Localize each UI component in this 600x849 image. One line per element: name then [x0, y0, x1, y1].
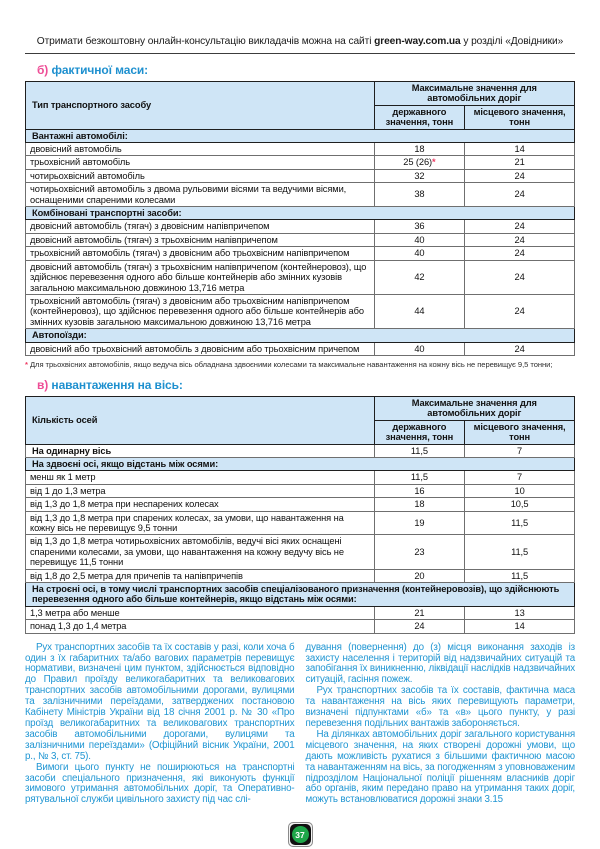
state-value-cell: 40	[374, 233, 465, 246]
body-paragraph: Вимоги цього пункту не поширюються на транспортні засоби спеціального призначення, які виконують функції зимового утримання автомобільних доріг, та Оперативно-рятувальної служби цивільного захисту під час слі-	[25, 761, 295, 806]
local-value-cell: 21	[465, 156, 575, 169]
row-label-cell: чотирьохвісний автомобіль з двома рульовими вісями та ведучими вісями, оснащеними спареними колесами	[26, 183, 375, 207]
body-paragraph: Рух транспортних засобів та їх составів у разі, коли хоча б один з їх габаритних та/або вагових параметрів перевищує нормативи, визначені цим пунктом, здійснюється відповідно до Правил проїзду великогабаритних та великовагових транспортних засобів автомобільними дорогами, вулицями та залізничними переїздами, затверджених постановою Кабінету Міністрів України від 18 січня 2001 р. № 30 «Про проїзд великогабаритних та великовагових транспортних засобів автомобільними дорогами, вулицями та залізничними переїздами» (Офіційний вісник України, 2001 р., № 3, ст. 75).	[25, 641, 295, 762]
local-value-cell: 24	[465, 183, 575, 207]
row-label-cell: понад 1,3 до 1,4 метра	[26, 620, 375, 633]
state-value-cell: 18	[374, 498, 465, 511]
local-roads-header: місцевого значення, тонн	[465, 105, 575, 129]
table-row	[26, 183, 575, 207]
local-roads-header: місцевого значення, тонн	[465, 420, 575, 444]
header-note-site: green-way.com.ua	[374, 36, 461, 47]
local-value-cell: 24	[465, 233, 575, 246]
table-row	[26, 260, 575, 294]
state-roads-header: державного значення, тонн	[374, 105, 465, 129]
table-row	[26, 143, 575, 156]
state-value-cell: 32	[374, 169, 465, 182]
local-value-cell: 24	[465, 220, 575, 233]
table-row	[26, 156, 575, 169]
local-value-cell: 24	[465, 342, 575, 355]
body-right-column	[306, 643, 576, 807]
section-label-cell: Вантажні автомобілі:	[26, 129, 575, 142]
section-b-marker: б)	[37, 63, 49, 77]
row-label-cell: трьохвісний автомобіль (тягач) з двовісним або трьохвісним напівпричепом (контейнеровоз), що здійснює перевезення одного або більше контейнерів або змінних кузовів загальною максимальною довжиною 13,716 метра	[26, 294, 375, 328]
state-value-cell: 24	[374, 620, 465, 633]
row-label-cell: двовісний або трьохвісний автомобіль з двовісним або трьохвісним причепом	[26, 342, 375, 355]
row-label-cell: трьохвісний автомобіль	[26, 156, 375, 169]
section-v-marker: в)	[37, 377, 49, 392]
row-label-cell: двовісний автомобіль (тягач) з трьохвісним напівпричепом (контейнеровоз), що здійснює перевезення одного або більше контейнерів або змінних кузовів загальною максимальною довжиною 13,716 метра	[26, 260, 375, 294]
header-note-suffix: у розділі «Довідники»	[460, 36, 564, 47]
page-number-badge-wrap	[25, 822, 575, 847]
footnote-text: Для трьохвісних автомобілів, якщо ведуча вісь обладнана здвоєними колесами та максимальне навантаження на кожну вісь не перевищує 9,5 тонни;	[27, 359, 553, 369]
footnote-asterisk: *	[25, 359, 28, 369]
local-value-cell: 24	[465, 260, 575, 294]
row-label-cell: чотирьохвісний автомобіль	[26, 169, 375, 182]
table-row	[26, 247, 575, 260]
row-label-cell: менш як 1 метр	[26, 471, 375, 484]
axle-load-table	[25, 396, 575, 634]
page-number-badge	[288, 822, 313, 847]
table-row	[26, 294, 575, 328]
table-row	[26, 484, 575, 497]
table-footnote	[25, 360, 575, 369]
state-value-cell: 38	[374, 183, 465, 207]
section-label-cell: На строєні осі, в тому числі транспортних засобів спеціалізованого призначення (контейнеровозів), що здійснюють перевезення одного або більше контейнерів, якщо відстань між осями:	[26, 583, 575, 607]
state-value-cell: 23	[374, 535, 465, 569]
state-value-cell: 40	[374, 247, 465, 260]
row-label-cell: від 1,3 до 1,8 метра при спарених колесах, за умови, що навантаження на кожну вісь не перевищує 9,5 тонни	[26, 511, 375, 535]
header-note-prefix: Отримати безкоштовну онлайн-консультацію викладачів можна на сайті	[36, 36, 375, 47]
table-row	[26, 233, 575, 246]
local-value-cell: 14	[465, 620, 575, 633]
page-number: 37	[292, 826, 309, 843]
actual-mass-table-container	[25, 81, 575, 356]
state-value-cell: 42	[374, 260, 465, 294]
group-header: Максимальне значення для автомобільних доріг	[374, 82, 574, 106]
state-value-cell: 20	[374, 569, 465, 582]
actual-mass-table	[25, 81, 575, 356]
row-label-cell: На одинарну вісь	[26, 444, 375, 457]
table-row	[26, 342, 575, 355]
local-value-cell: 11,5	[465, 569, 575, 582]
table-row	[26, 620, 575, 633]
local-value-cell: 10,5	[465, 498, 575, 511]
local-value-cell: 11,5	[465, 511, 575, 535]
state-value-cell: 21	[374, 606, 465, 619]
state-value-cell: 18	[374, 143, 465, 156]
table-row	[26, 471, 575, 484]
state-value-cell: 44	[374, 294, 465, 328]
section-label-cell: Автопоїзди:	[26, 329, 575, 342]
local-value-cell: 10	[465, 484, 575, 497]
state-value-cell: 16	[374, 484, 465, 497]
table-row	[26, 169, 575, 182]
row-label-cell: двовісний автомобіль (тягач) з двовісним напівпричепом	[26, 220, 375, 233]
first-column-header: Кількість осей	[26, 396, 375, 444]
state-value-cell: 36	[374, 220, 465, 233]
body-text	[25, 643, 575, 807]
local-value-cell: 13	[465, 606, 575, 619]
state-value-cell: 40	[374, 342, 465, 355]
table-section-row	[26, 583, 575, 607]
row-label-cell: від 1 до 1,3 метра	[26, 484, 375, 497]
table-section-row	[26, 329, 575, 342]
section-heading-v	[37, 378, 575, 392]
row-label-cell: від 1,8 до 2,5 метра для причепів та напівпричепів	[26, 569, 375, 582]
row-label-cell: трьохвісний автомобіль (тягач) з двовісним або трьохвісним напівпричепом	[26, 247, 375, 260]
section-label-cell: На здвоєні осі, якщо відстань між осями:	[26, 457, 575, 470]
state-value-cell: 19	[374, 511, 465, 535]
body-left-column	[25, 643, 295, 807]
state-roads-header: державного значення, тонн	[374, 420, 465, 444]
row-label-cell: двовісний автомобіль (тягач) з трьохвісним напівпричепом	[26, 233, 375, 246]
table-row	[26, 511, 575, 535]
page-number-badge-frame	[290, 824, 311, 845]
header-note	[25, 36, 575, 54]
section-b-title: фактичної маси:	[48, 63, 149, 77]
table-row	[26, 498, 575, 511]
row-label-cell: двовісний автомобіль	[26, 143, 375, 156]
value-note-asterisk: *	[432, 157, 436, 168]
row-label-cell: від 1,3 до 1,8 метра чотирьохвісних автомобілів, ведучі вісі яких оснащені спареними колесами, за умови, що навантаження на кожну ведучу вісь не перевищує 11,5 тонни	[26, 535, 375, 569]
body-paragraph: дування (повернення) до (з) місця виконання заходів із захисту населення і територій від надзвичайних ситуацій та запобігання їх виникненню, ліквідації наслідків надзвичайних ситуацій, гасіння пожеж.	[305, 641, 575, 686]
table-row	[26, 444, 575, 457]
table-section-row	[26, 457, 575, 470]
table-row	[26, 569, 575, 582]
state-value-cell: 11,5	[374, 444, 465, 457]
section-heading-b	[37, 63, 575, 77]
body-paragraph: Рух транспортних засобів та їх составів, фактична маса та навантаження на вісь яких перевищують параметри, визначені підпунктами «б» та «в» цього пункту, у разі перевезення подільних вантажів забороняється.	[305, 685, 575, 729]
section-label-cell: Комбіновані транспортні засоби:	[26, 207, 575, 220]
local-value-cell: 24	[465, 169, 575, 182]
local-value-cell: 7	[465, 471, 575, 484]
table-row	[26, 535, 575, 569]
local-value-cell: 24	[465, 247, 575, 260]
table-row	[26, 220, 575, 233]
state-value-cell: 25 (26)*	[374, 156, 465, 169]
state-value-cell: 11,5	[374, 471, 465, 484]
group-header: Максимальне значення для автомобільних доріг	[374, 396, 574, 420]
row-label-cell: 1,3 метра або менше	[26, 606, 375, 619]
table-section-row	[26, 129, 575, 142]
local-value-cell: 24	[465, 294, 575, 328]
body-paragraph: На ділянках автомобільних доріг загального користування місцевого значення, на яких створені дорожні умови, що дають можливість рухатися з більшими фактичною масою та навантаженням на вісь, за погодженням з уповноваженим підрозділом Національної поліції рішенням власників доріг або органів, яким передано право на утримання таких доріг, можуть встановлюватися дорожні знаки 3.15	[305, 728, 575, 806]
local-value-cell: 11,5	[465, 535, 575, 569]
table-section-row	[26, 207, 575, 220]
local-value-cell: 14	[465, 143, 575, 156]
first-column-header: Тип транспортного засобу	[26, 82, 375, 130]
row-label-cell: від 1,3 до 1,8 метра при неспарених колесах	[26, 498, 375, 511]
local-value-cell: 7	[465, 444, 575, 457]
section-v-title: навантаження на вісь:	[48, 377, 183, 392]
axle-load-table-container	[25, 396, 575, 634]
table-row	[26, 606, 575, 619]
